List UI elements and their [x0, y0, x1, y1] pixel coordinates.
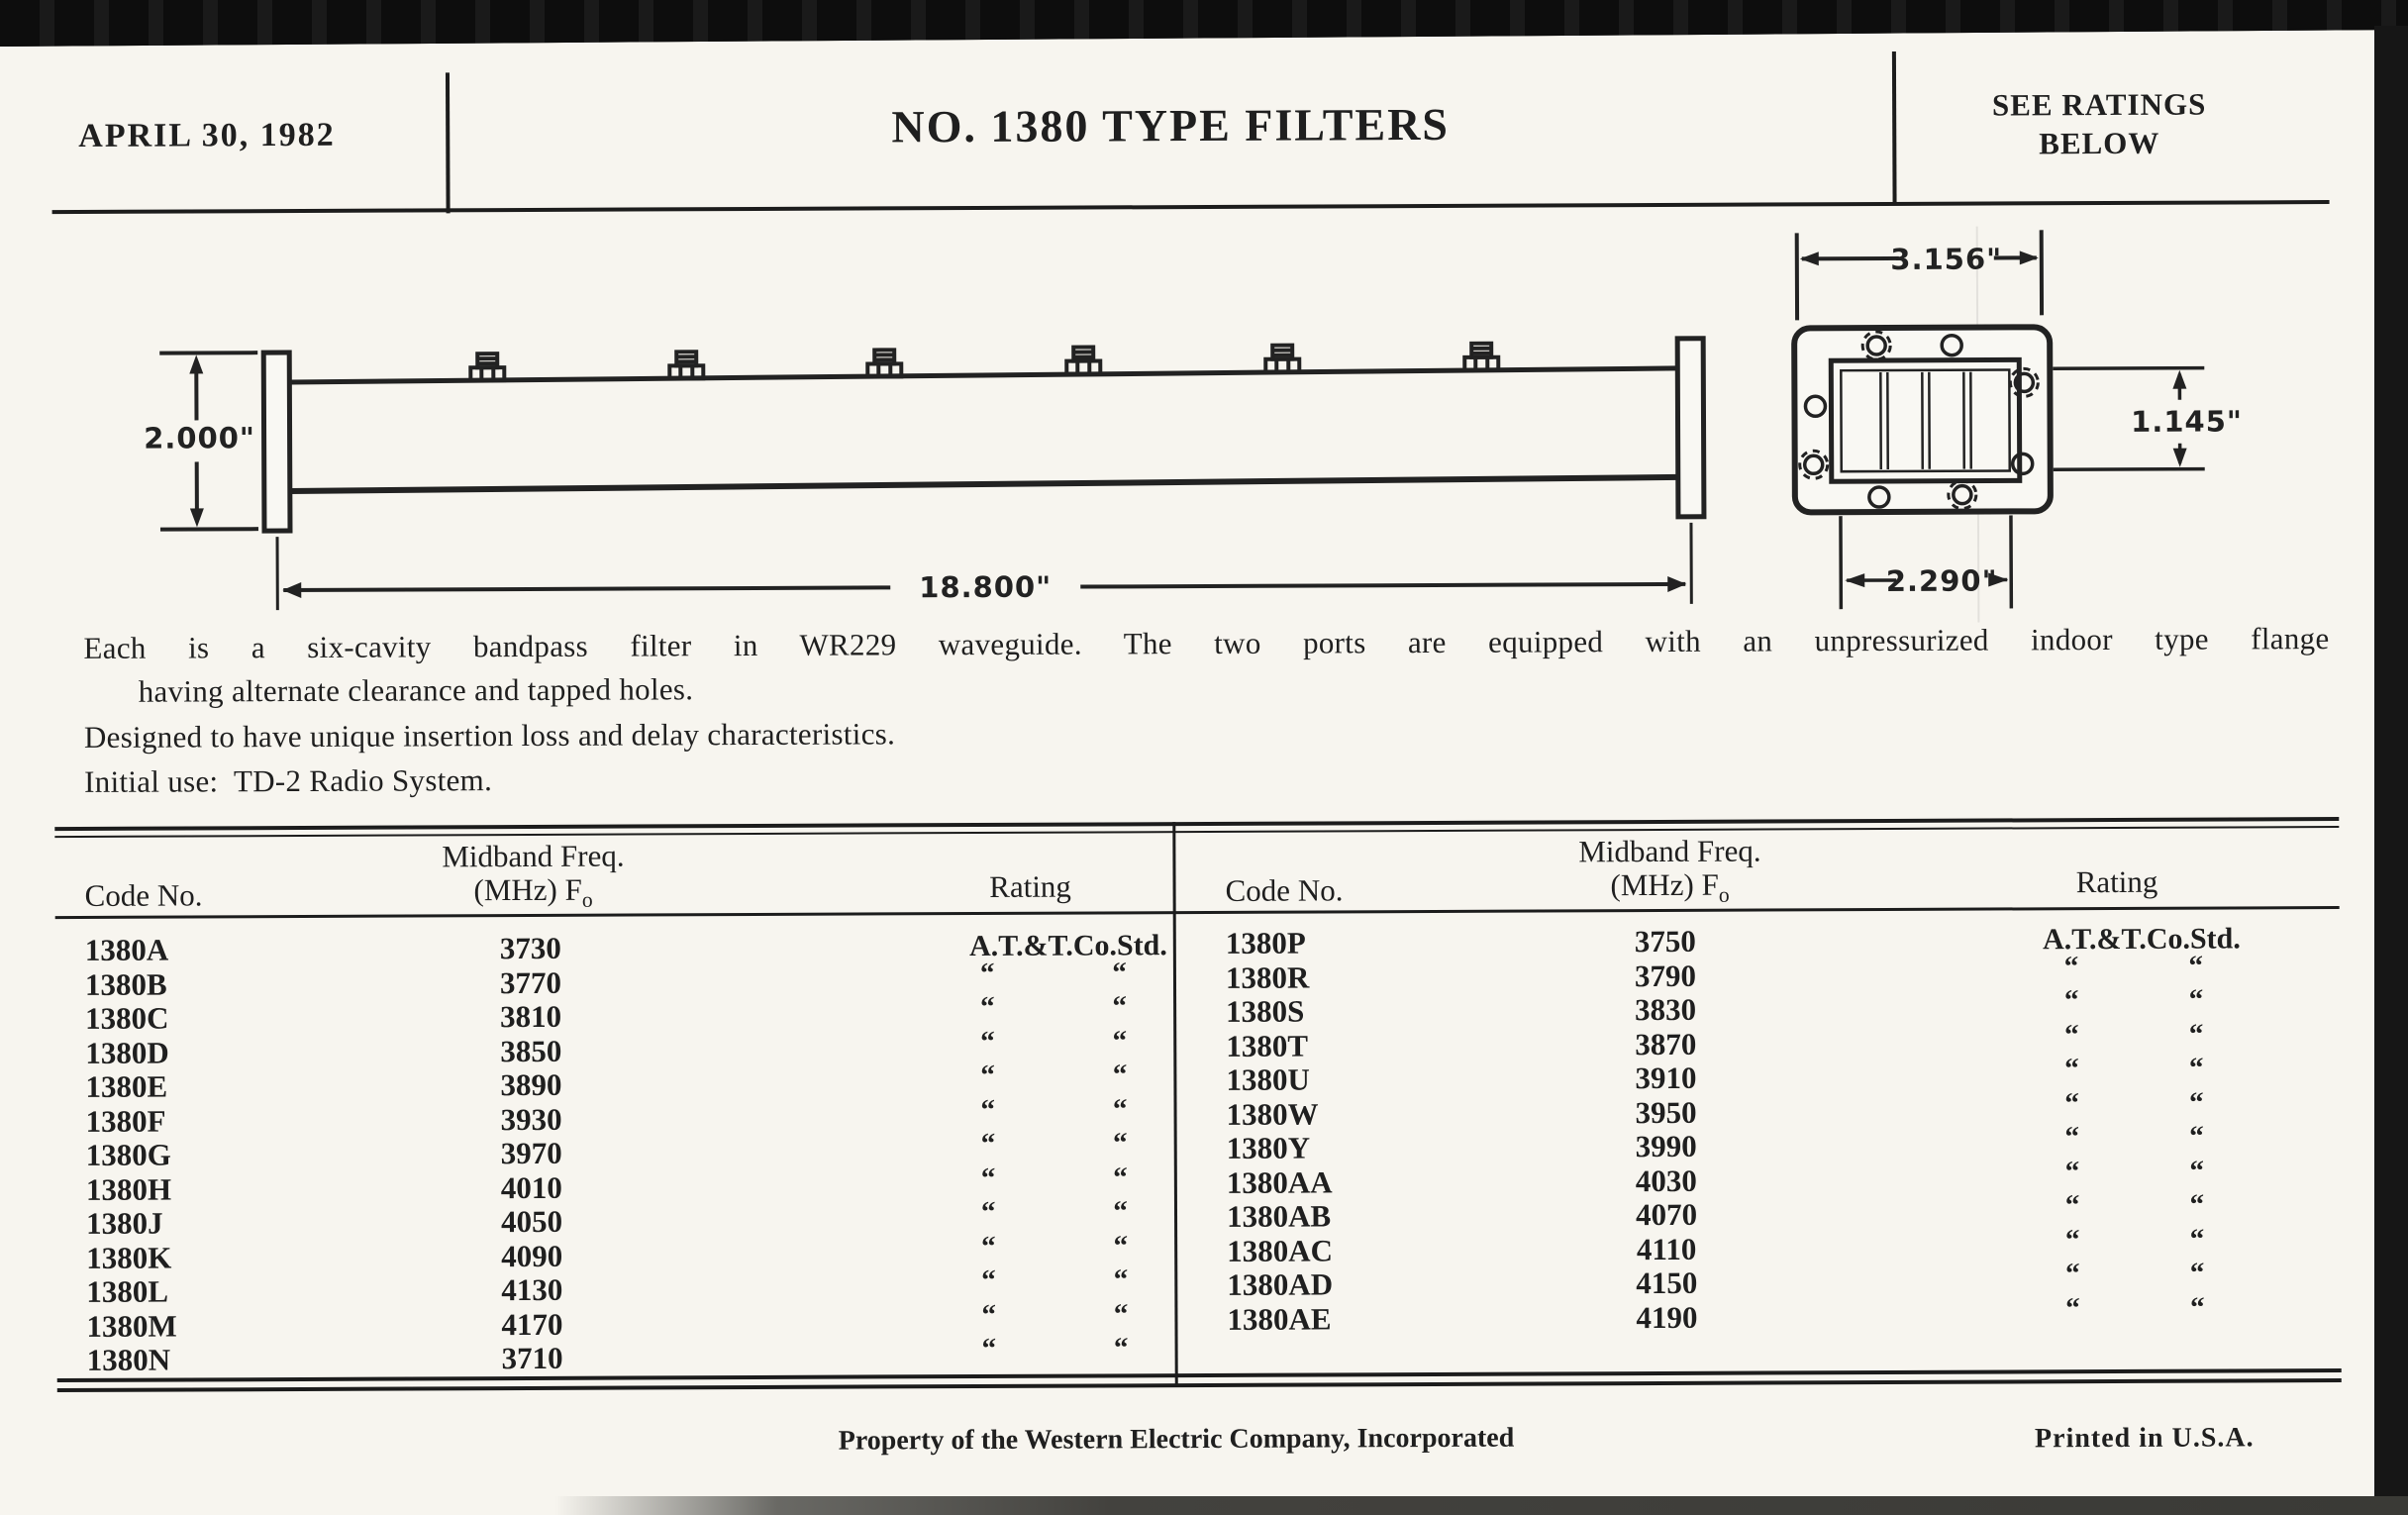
code-cell: 1380AD	[1227, 1266, 1334, 1302]
freq-cell: 4170	[501, 1306, 563, 1342]
ditto-mark: “	[980, 1093, 996, 1126]
printed-in-usa: Printed in U.S.A.	[2034, 1422, 2255, 1455]
header-divider-left	[446, 72, 451, 213]
col-header-code-right: Code No.	[1225, 872, 1344, 908]
rating-cell	[1981, 1086, 2241, 1119]
ditto-mark: “	[2065, 1291, 2080, 1324]
freq-cell: 3970	[500, 1135, 562, 1171]
col-header-rating-right: Rating	[2075, 863, 2158, 900]
ditto-mark: “	[1113, 1297, 1129, 1330]
ditto-mark: “	[981, 1298, 996, 1331]
filter-side-view	[263, 339, 1704, 531]
code-cell: 1380M	[86, 1308, 177, 1344]
waveguide-filter-drawing	[0, 213, 2407, 632]
ditto-mark: “	[980, 1162, 996, 1194]
freq-header-main: (MHz) F	[473, 871, 582, 908]
freq-cell: 4150	[1636, 1264, 1698, 1301]
ditto-mark: “	[980, 1025, 995, 1058]
ditto-mark: “	[2188, 1052, 2204, 1084]
ditto-mark: “	[2189, 1223, 2205, 1256]
rating-cell	[1982, 1257, 2242, 1290]
code-cell: 1380AC	[1227, 1232, 1334, 1268]
rating-cell	[1982, 1223, 2242, 1256]
freq-cell: 4130	[501, 1271, 563, 1308]
code-cell: 1380S	[1226, 993, 1305, 1029]
table-header-rule	[55, 906, 2340, 919]
freq-cell: 3730	[499, 930, 561, 966]
ditto-mark: “	[2064, 1155, 2080, 1187]
ditto-mark: “	[1112, 1024, 1128, 1057]
freq-cell: 4110	[1636, 1231, 1697, 1266]
ratings-note-line2: BELOW	[2039, 125, 2160, 161]
header-rule	[52, 200, 2330, 214]
ditto-mark: “	[2189, 1291, 2205, 1324]
ditto-mark: “	[1113, 1127, 1128, 1160]
code-cell: 1380T	[1226, 1028, 1309, 1063]
ditto-mark: “	[1113, 1161, 1128, 1193]
rating-cell	[1982, 1291, 2242, 1324]
freq-cell: 3750	[1634, 923, 1696, 960]
freq-cell: 3770	[499, 964, 562, 1000]
ditto-mark: “	[2188, 983, 2204, 1016]
ditto-mark: “	[2063, 950, 2079, 982]
ditto-mark: “	[2189, 1120, 2204, 1153]
dim-length-label: 18.800"	[919, 569, 1053, 605]
ditto-mark: “	[2189, 1086, 2204, 1119]
ditto-mark: “	[981, 1263, 996, 1296]
freq-header-line1: Midband Freq.	[1578, 833, 1761, 869]
rating-cell	[1982, 1120, 2242, 1154]
freq-cell: 3790	[1634, 958, 1697, 993]
col-header-rating-left: Rating	[989, 868, 1071, 904]
ditto-mark: “	[2189, 1257, 2205, 1289]
ditto-mark: “	[1113, 1229, 1129, 1262]
dim-flange-width-label: 3.156"	[1890, 242, 2003, 276]
page-title: NO. 1380 TYPE FILTERS	[891, 98, 1451, 152]
rating-cell: A.T.&T.Co.Std.	[2042, 922, 2241, 957]
ditto-mark: “	[2189, 1155, 2204, 1187]
freq-header-sub: o	[1718, 882, 1730, 907]
ditto-mark: “	[1113, 1195, 1128, 1228]
code-cell: 1380AB	[1226, 1198, 1332, 1234]
freq-cell: 3930	[500, 1101, 562, 1137]
freq-cell: 3990	[1635, 1128, 1697, 1164]
freq-cell: 3850	[500, 1033, 562, 1068]
code-cell: 1380F	[85, 1103, 166, 1139]
freq-header-line2	[1541, 867, 1798, 912]
code-cell: 1380R	[1225, 960, 1310, 995]
tuning-screw-icon	[1464, 344, 1498, 370]
header-divider-right	[1892, 51, 1897, 202]
code-cell: 1380Y	[1226, 1130, 1311, 1165]
table-right-body	[1, 923, 2408, 1344]
code-cell: 1380L	[86, 1273, 169, 1309]
freq-cell: 3710	[501, 1340, 563, 1376]
ditto-mark: “	[2064, 1189, 2080, 1222]
ditto-mark: “	[2064, 1086, 2079, 1119]
freq-cell: 3950	[1635, 1094, 1697, 1130]
freq-header-line1: Midband Freq.	[442, 838, 625, 874]
ditto-mark: “	[1112, 1059, 1128, 1091]
freq-cell: 4070	[1635, 1196, 1698, 1233]
ditto-mark: “	[2065, 1258, 2080, 1290]
rating-cell	[1981, 983, 2241, 1017]
ditto-mark: “	[1113, 1332, 1129, 1364]
tuning-screw-icon	[470, 354, 504, 380]
rating-cell	[1982, 1188, 2242, 1222]
code-cell: 1380N	[86, 1342, 171, 1377]
col-header-code-left: Code No.	[84, 877, 203, 913]
freq-header-sub: o	[581, 887, 593, 912]
rating-cell	[1982, 1155, 2242, 1187]
ditto-mark: “	[981, 1230, 996, 1262]
ratings-note	[1936, 84, 2262, 162]
code-cell: 1380E	[85, 1068, 168, 1104]
ratings-note-line1: SEE RATINGS	[1991, 86, 2207, 123]
description-line3: Designed to have unique insertion loss and delay characteristics.	[83, 716, 896, 755]
code-cell: 1380J	[85, 1205, 163, 1241]
freq-cell: 3890	[500, 1066, 562, 1103]
freq-header-main: (MHz) F	[1610, 866, 1719, 903]
rating-cell	[1981, 950, 2241, 982]
code-cell: 1380AA	[1226, 1163, 1333, 1200]
ditto-mark: “	[981, 1332, 997, 1364]
col-header-freq-left	[404, 839, 661, 917]
code-cell: 1380AE	[1227, 1300, 1332, 1337]
ditto-mark: “	[980, 1195, 996, 1228]
freq-cell: 4090	[501, 1238, 563, 1273]
tuning-screw-icon	[669, 352, 703, 378]
freq-header-line2	[405, 872, 662, 917]
freq-cell: 4050	[500, 1203, 563, 1240]
ditto-mark: “	[2188, 950, 2204, 982]
rating-cell	[1981, 1018, 2241, 1051]
freq-cell: 4030	[1635, 1162, 1697, 1198]
code-cell: 1380U	[1226, 1061, 1310, 1097]
code-cell: 1380B	[84, 966, 167, 1002]
ditto-mark: “	[979, 957, 995, 989]
tuning-screw-icon	[1066, 347, 1100, 373]
ditto-mark: “	[1112, 990, 1128, 1023]
code-cell: 1380W	[1226, 1095, 1319, 1132]
right-flange	[1677, 339, 1704, 517]
ditto-mark: “	[2063, 984, 2079, 1017]
ditto-mark: “	[2188, 1018, 2204, 1051]
code-cell: 1380K	[86, 1240, 172, 1275]
freq-cell: 3830	[1635, 991, 1697, 1028]
dim-aperture-width-label: 2.290"	[1885, 563, 1998, 598]
freq-cell: 3870	[1635, 1026, 1697, 1061]
scan-edge-right	[2374, 26, 2408, 1515]
ditto-mark: “	[1112, 956, 1127, 988]
freq-cell: 4010	[500, 1169, 562, 1205]
ditto-mark: “	[2189, 1188, 2205, 1221]
ditto-mark: “	[1113, 1263, 1129, 1296]
code-cell: 1380P	[1225, 925, 1306, 960]
ditto-mark: “	[1112, 1092, 1128, 1125]
description-line4: Initial use: TD-2 Radio System.	[84, 762, 493, 799]
property-notice: Property of the Western Electric Company, Incorporated	[838, 1422, 1515, 1457]
freq-cell: 3910	[1635, 1060, 1697, 1096]
code-cell: 1380C	[85, 1000, 169, 1036]
code-cell: 1380H	[85, 1171, 172, 1207]
ditto-mark: “	[2063, 1018, 2079, 1051]
dim-height-label: 2.000"	[144, 421, 256, 455]
scan-edge-bottom	[554, 1496, 2408, 1515]
ditto-mark: “	[980, 1059, 995, 1091]
col-header-freq-right	[1541, 834, 1798, 912]
code-cell: 1380G	[85, 1137, 171, 1172]
issue-date: APRIL 30, 1982	[78, 116, 336, 154]
ditto-mark: “	[2064, 1053, 2079, 1085]
ditto-mark: “	[2064, 1121, 2080, 1154]
code-cell: 1380A	[84, 932, 169, 967]
dim-aperture-height-label: 1.145"	[2131, 404, 2244, 439]
tuning-screw-icon	[867, 350, 901, 376]
freq-cell: 3810	[500, 998, 562, 1035]
code-cell: 1380D	[85, 1035, 169, 1070]
description-line2: having alternate clearance and tapped holes.	[138, 671, 694, 709]
description-line1: Each is a six-cavity bandpass filter in WR229 waveguide. The two ports are equipped with an unpressurized indoor type flange	[83, 621, 2330, 665]
freq-cell: 4190	[1636, 1299, 1698, 1335]
ditto-mark: “	[2064, 1223, 2080, 1256]
left-flange	[263, 353, 290, 531]
ditto-mark: “	[980, 1127, 996, 1160]
tuning-screw-icon	[1265, 346, 1299, 372]
ditto-mark: “	[979, 990, 995, 1023]
rating-cell: A.T.&T.Co.Std.	[969, 929, 1167, 963]
rating-cell	[894, 1332, 1169, 1364]
